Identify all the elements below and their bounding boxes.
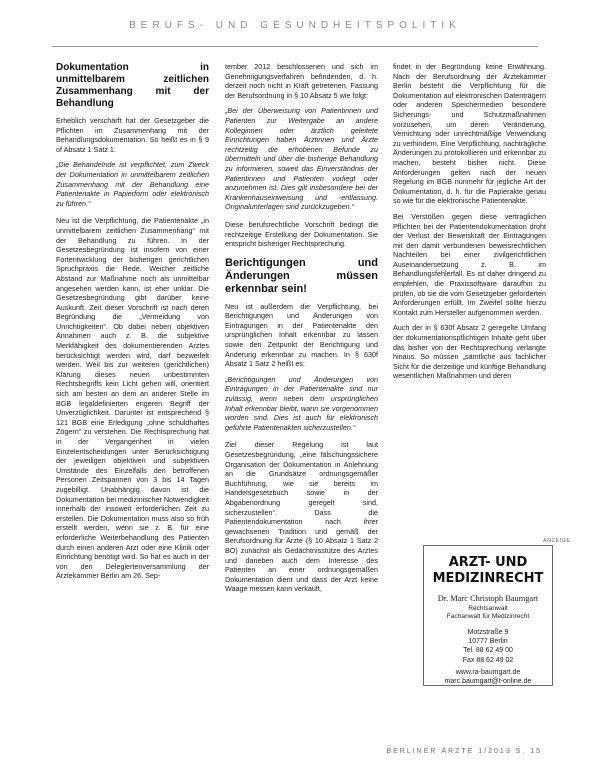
paragraph: Auch der in § 630f Absatz 2 geregelte Umfang der dokumentationspflichtigen Inhalte geht über das bisher von der Rechtsprechung verlangte hinaus. So müssen „sämtliche aus fachlicher Sicht für die derzeitige und künftige Behandlung wesentlichen Maßnahmen und deren bbox=[393, 323, 546, 381]
quote: „Die Behandelnde ist verpflichtet, zum Zweck der Dokumentation in unmittelbarem zeitlichen Zusammenhang mit der Behandlung eine Patientenakte in Papierform oder elektronisch zu führen.“ bbox=[56, 160, 209, 208]
page-header bbox=[0, 0, 590, 42]
ad-address bbox=[424, 628, 552, 665]
paragraph: Erheblich verschärft hat der Gesetzgeber die Pflichten im Zusammenhang mit der Behandlungsdokumentation. So heißt es in § 9 of Absatz 1 Satz 1: bbox=[56, 116, 209, 154]
ad-role-line1: Rechtsanwalt bbox=[468, 605, 508, 612]
ad-street: Motzstraße 9 bbox=[467, 629, 509, 636]
ad-title bbox=[424, 555, 552, 587]
page-footer: BERLINER ÄRZTE 1/2013 S. 15 bbox=[386, 748, 542, 755]
paragraph: findet in der Begründung keine Erwähnung. Nach der Berufsordnung der Ärztekammer Berlin besteht die Verpflichtung für die Dokumentation auf elektronischen Datenträgern oder anderen Speichermedien besondere Sicherungs- und Schutzmaßnahmen vorzusehen, um deren Veränderung, Vernichtung oder unrechtmäßige Verwendung zu verhindern. Eine Verpflichtung, nachträgliche Änderungen zu protokollieren und erkennbar zu machen, besteht bisher nicht. Diese Anforderungen gelten nach der neuen Regelung im BGB nunmehr für jegliche Art der Dokumentation, d. h. für die Papierakte genau so wie für die elektronische Patientenakte. bbox=[393, 62, 546, 206]
paragraph: Bei Verstößen gegen diese vertraglichen Pflichten bei der Patientendokumentation droht der Verlust der Beweiskraft der Eintragungen mit den damit verbundenen beweisrechtlichen Nachteilen bei einer zivilgerichtlichen Auseinandersetzung z. B. im Behandlungsfehlerfall. Es ist daher dringend zu empfehlen, die Praxissoftware daraufhin zu prüfen, ob sie die vom Gesetzgeber geforderten Anforderungen erfüllt. Im Zweifel sollte hierzu Kontakt zum Hersteller aufgenommen werden. bbox=[393, 211, 546, 317]
paragraph: tember 2012 beschlossenen und sich im Genehmigungsverfahren befindenden, d. h. derzeit noch nicht in Kraft getretenen, Fassung der Berufsordnung in § 10 Absatz 5 wie folgt: bbox=[225, 62, 378, 100]
ad-fax: Fax 88 62 49 02 bbox=[462, 656, 514, 664]
heading-dokumentation: Dokumentation in unmittelbarem zeitlichen Zusammenhang mit der Behandlung bbox=[56, 62, 209, 109]
column-1 bbox=[56, 62, 209, 584]
ad-role bbox=[424, 605, 552, 621]
ad-role-line2: Fachanwalt für Medizinrecht bbox=[446, 613, 530, 620]
quote: „Bei der Überweisung von Patientinnen und Patienten zur Weitergabe an andere Kolleginnen oder ärztlich geleitete Einrichtungen haben Ärztinnen und Ärzte rechtzeitig die erhobenen Befunde zu übermitteln und über die bisherige Behandlung zu informieren, soweit das Einverständnis der Patientinnen und Patienten vorliegt oder anzunehmen ist. Dies gilt insbesondere bei der Krankenhauseinweisung und -entlassung. Originalunterlagen sind zurückzugeben.“ bbox=[225, 106, 378, 212]
section-title: BERUFS- UND GESUNDHEITSPOLITIK bbox=[129, 20, 461, 31]
ad-label: ANZEIGE bbox=[543, 538, 571, 544]
paragraph: Neu ist die Verpflichtung, die Patientenakte „in unmittelbarem zeitlichen Zusammenhang“ mit der Behandlung zu führen. In der Gesetzesbegründung ist insofern von einer Fortentwicklung der bisherigen gerichtlichen Spruchpraxis die Rede. Weicher zeitliche Abstand zur Maßnahme noch als unmittelbar angesehen werden kann, ist eher unklar. Die Gesetzesbegründung gibt darüber keine Auskunft. Zeit dieser Vorschrift ist nach deren Begründung die „Vermeidung von Unrichtigkeiten“. Ob dabei neben objektiven Annahmen auch z. B. die subjektive Merkfähigkeit des dokumentierenden Arztes berücksichtigt werden wird, darf bezweifelt werden. Weil bis zur weiteren (gerichtlichen) Klärung dieses neuen unbestimmten Rechtsbegriffs kein Licht gehen will, orientiert sich am besten an dem an anderer Stelle im BGB legaldefinierten engeren Begriff der Unverzüglichkeit. Darunter ist entsprechend § 121 BGB eine Erledigung „ohne schuldhaftes Zögern“ zu verstehen. Die Rechtsprechung hat in der Vergangenheit in vielen Einzelentscheidungen unter Berücksichtigung der jeweiligen objektiven und subjektiven Umstände des Einzelfalls den betroffenen Personen Zeitspannen von 3 bis 14 Tagen zugebilligt. Unabhängig davon ist die Dokumentation bei medizinischer Notwendigkeit innerhalb der insoweit erforderlichen Zeit zu erstellen. Die Dokumentation muss also so früh erstellt werden, wenn sie z. B. für eine erforderliche Weiterbehandlung des Patienten durch einen anderen Arzt oder eine Klinik oder Einrichtung benötigt wird. So hat es auch in der von den Delegiertenversammlung der Ärztekammer Berlin am 26. Sep- bbox=[56, 216, 210, 581]
ad-title-line1: ARZT- UND bbox=[448, 555, 528, 570]
ad-email-link[interactable]: marc.baumgart@t-online.de bbox=[444, 677, 532, 685]
ad-city: 10777 Berlin bbox=[468, 638, 508, 646]
paragraph: Ziel dieser Regelung ist laut Gesetzesbegründung, „eine fälschungssichere Organisation der Dokumentation in Anlehnung an die Grundsätze ordnungsgemäßer Buchführung, wie sie bereits im Handelsgesetzbuch sowie in der Abgabenordnung geregelt sind, sicherzustellen“. Dass die Patientendokumentation nach ihrer gewachsenen Tradition und gemäß der Berufsordnung für Ärzte (§ 10 Absatz 1 Satz 2 BO) zunächst als Gedächtnisstütze des Arztes und daneben auch dem Interesse des Patienten an einer ordnungsgemäßen Dokumentation dient und dass der Arzt keine Waage messen kann verkauft, bbox=[225, 440, 378, 594]
quote: „Berichtigungen und Änderungen von Eintragungen in der Patientenakte sind nur zulässig, wenn neben dem ursprünglichen Inhalt erkennbar bleibt, wann sie vorgenommen worden sind. Dies ist auch für elektronisch geführte Patientenakten sicherzustellen.“ bbox=[225, 374, 378, 432]
ad-lawyer-name: Dr. Marc Christoph Baumgart bbox=[437, 594, 539, 603]
ad-tel: Tel. 88 62 49 00 bbox=[463, 647, 513, 655]
paragraph: Diese berufsrechtliche Vorschrift bedingt die rechtzeitige Erstellung der Dokumentation. Sie entspricht bisheriger Rechtsprechung. bbox=[225, 219, 378, 249]
heading-berichtigungen: Berichtigungen und Änderungen müssen erkennbar sein! bbox=[225, 256, 378, 295]
column-3 bbox=[393, 62, 546, 384]
ad-website-link[interactable]: www.ra-baumgart.de bbox=[455, 668, 521, 676]
header-rule bbox=[52, 46, 538, 47]
column-2 bbox=[225, 62, 378, 597]
paragraph: Neu ist außerdem die Verpflichtung, bei Berichtigungen und Änderungen von Eintragungen in der Patientenakte den ursprünglichen Inhalt erkennbar zu lassen sowie den Zeitpunkt der Berichtigung und Änderung erkennbar zu machen. In § 630f Absatz 1 Satz 2 heißt es: bbox=[225, 301, 378, 369]
ad-title-line2: MEDIZINRECHT bbox=[432, 571, 544, 586]
lawyer-ad bbox=[423, 545, 553, 686]
ad-contact bbox=[424, 668, 552, 686]
